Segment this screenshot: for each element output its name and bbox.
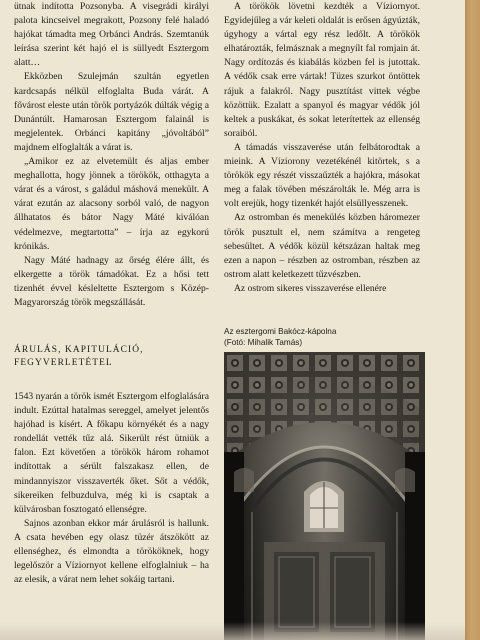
text-column-right-top	[224, 0, 420, 312]
paragraph: A támadás visszaverése után felbátorodtak a mieink. A Víziorony vezetékénél kitörtek, s a törökök egy részét visszaűzték a hajókra, másokat meg a falak tövében mészárolták le. Még arra is volt erejük, hogy tizenkét hajót elsüllyesszenek.	[224, 141, 420, 210]
paragraph: „Amikor ez az elvetemült és aljas ember meghallotta, hogy jönnek a törökök, otthagyta a várat és a várost, s galádul máshová menekült. A várat ezután az alacsony sorból való, de nagyon állhatatos és bátor Nagy Máté kiválóan védelmezve, megtartotta” – írja az egykorú krónikás.	[14, 156, 209, 252]
scan-bottom-blur	[0, 622, 480, 640]
paragraph: Az ostromban és menekülés közben háromezer török pusztult el, nem számítva a rengeteg sebesültet. A védők közül kétszázan haltak meg ezen a napon – részben az ostromban, részben az ostrom alatt keletkezett tűzvészben.	[224, 212, 420, 280]
page-edge	[465, 0, 480, 640]
chapel-vault-illustration	[224, 352, 425, 640]
section-heading-line-2: FEGYVERLETÉTEL	[14, 358, 113, 368]
photo-caption-credit: (Fotó: Mihalik Tamás)	[224, 337, 303, 347]
chapel-interior-photo	[224, 352, 425, 640]
text-column-left-bottom	[14, 390, 209, 640]
paragraph: Ekközben Szulejmán szultán egyetlen kardcsapás nélkül elfoglalta Buda várát. A fővárost eleste után török portyázók dúlták végig a Dunántúlt. Hamarosan Esztergom falainál is megjelentek. Orbánci kapitány „jóvoltából” majdnem elfoglalták a várat is.	[14, 71, 209, 153]
section-heading-line-1: ÁRULÁS, KAPITULÁCIÓ,	[14, 345, 144, 355]
photo-caption	[224, 327, 424, 348]
paragraph: A törökök lövetni kezdték a Víziornyot. Egyidejűleg a vár keleti oldalát is erősen ágyúzták, úgyhogy a vártal egy rész ledőlt. A törökök elhatározták, felmásznak a megnyílt fal romjain át. Nagy ordítozás és kiabálás közben fel is jutottak. A védők csak erre vártak! Tüzes szurkot öntöttek rájuk a falakról. Nagy pusztítást vittek végbe közöttük. Ezalatt a spanyol és magyar védők jól keltek a puskákat, és sokat leterítettek az ellenség soraiból.	[224, 1, 420, 139]
paragraph: 1543 nyarán a török ismét Esztergom elfoglalására indult. Ezúttal hatalmas sereggel, amelyet jelentős hajóhad is kísért. A főkapu környékét és a nagy rondellát vették tűz alá. Sikerült rést ütniük a falon. Ezt követően a törökök három rohamot indítottak a sérült falszakasz ellen, de mindannyiszor visszaverték őket. Sőt a védők, sikereiken felbuzdulva, még ki is csaptak a külvárosban fosztogató ellenségre.	[14, 391, 209, 515]
section-heading	[14, 344, 209, 370]
paragraph: Sajnos azonban ekkor már árulásról is hallunk. A csata hevében egy olasz tüzér átszökött az ellenséghez, és elmondta a törököknek, hogy legelőször a Víziornyot kellene elfoglalniuk – ha az elesik, a várat nem lehet sokáig tartani.	[14, 517, 209, 586]
paragraph: Nagy Máté hadnagy az őrség élére állt, és elkergette a török támadókat. Ez a hősi tett tizenhét évvel késleltette Esztergom s Közép-Magyarország török megszállását.	[14, 254, 209, 308]
text-column-left-top	[14, 0, 209, 308]
paragraph: ütnak indította Pozsonyba. A visegrádi királyi palota kincseivel megrakott, Pozsony felé haladó hajókat támadta meg Orbánci András. Szemtanúk leírása szerint két hajó el is süllyedt Esztergom alatt…	[14, 1, 209, 69]
photo-caption-title: Az esztergomi Bakócz-kápolna	[224, 327, 337, 336]
paragraph: Az ostrom sikeres visszaverése ellenére	[234, 282, 387, 294]
